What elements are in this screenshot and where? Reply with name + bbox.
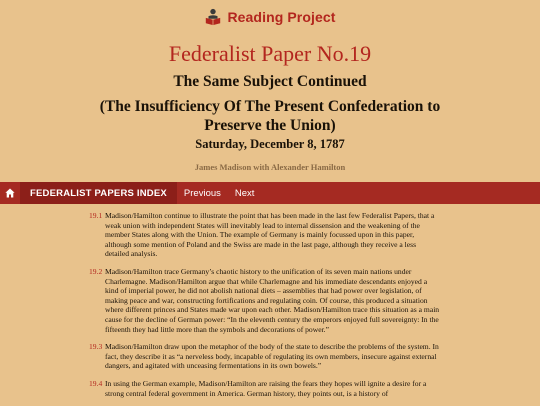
paragraph-number: 19.4 <box>89 378 103 388</box>
authors: James Madison with Alexander Hamilton <box>194 162 346 172</box>
book-reader-icon <box>204 8 222 26</box>
federalist-papers-index-link[interactable]: FEDERALIST PAPERS INDEX <box>20 182 177 204</box>
paragraph-19-4 <box>89 379 441 398</box>
publication-date: Saturday, December 8, 1787 <box>195 137 345 151</box>
page-subtitle-secondary: (The Insufficiency Of The Present Confederation to Preserve the Union) <box>99 98 441 134</box>
page-subtitle: The Same Subject Continued <box>173 73 367 90</box>
paragraph-19-1 <box>89 211 441 259</box>
paragraph-text: Madison/Hamilton draw upon the metaphor of the body of the state to describe the problems of the system. In fact, they describe it as “a nerveless body, incapable of regulating its own members, insecure against external dangers, and agitated with unceasing fermentations in its own bowels.” <box>105 342 439 371</box>
paragraph-text: Madison/Hamilton continue to illustrate the point that has been made in the last few Federalist Papers, that a weak union with independent States will inevitably lead to internal dissension and the weakening of the member States along with the Union. The example of Germany is mainly focussed upon in this paper, although some mention of Poland and the Swiss are made in the last page, although they receive a less detailed analysis. <box>105 211 435 259</box>
paragraph-19-3 <box>89 342 441 371</box>
home-icon <box>5 188 15 198</box>
paragraph-number: 19.1 <box>89 211 103 220</box>
article-body <box>89 211 441 406</box>
paragraph-text: Madison/Hamilton trace Germany’s chaotic history to the unification of its seven main nations under Charlemagne. Madison/Hamilton argue that while Charlemagne and his immediate descendants enjoyed a kind of imperial power, he did not abolish national diets – assemblies that had power over legislation, of making peace and war, constructing fortifications and regulating coin. Of course, this produced a situation where different princes and States made war upon each other. Madison/Hamilton trace this situation as a main cause for the decline of German power: “In the eleventh century the emperors enjoyed full sovereignty: In the fifteenth they had little more than the symbols and decorations of power.” <box>105 266 440 334</box>
page-title: Federalist Paper No.19 <box>168 41 372 66</box>
home-link[interactable] <box>0 188 20 198</box>
paragraph-number: 19.2 <box>89 266 103 276</box>
previous-link[interactable]: Previous <box>183 187 221 199</box>
site-logo[interactable] <box>0 8 540 26</box>
next-link[interactable]: Next <box>234 187 255 199</box>
paragraph-19-2 <box>89 267 441 334</box>
paragraph-text: In using the German example, Madison/Hamilton are raising the fears they hopes will ignite a desire for a strong central federal government in America. German history, they points out, is a history of <box>105 378 427 398</box>
paragraph-number: 19.3 <box>89 342 103 352</box>
logo-text: Reading Project <box>227 9 336 25</box>
navigation-bar <box>0 182 540 204</box>
